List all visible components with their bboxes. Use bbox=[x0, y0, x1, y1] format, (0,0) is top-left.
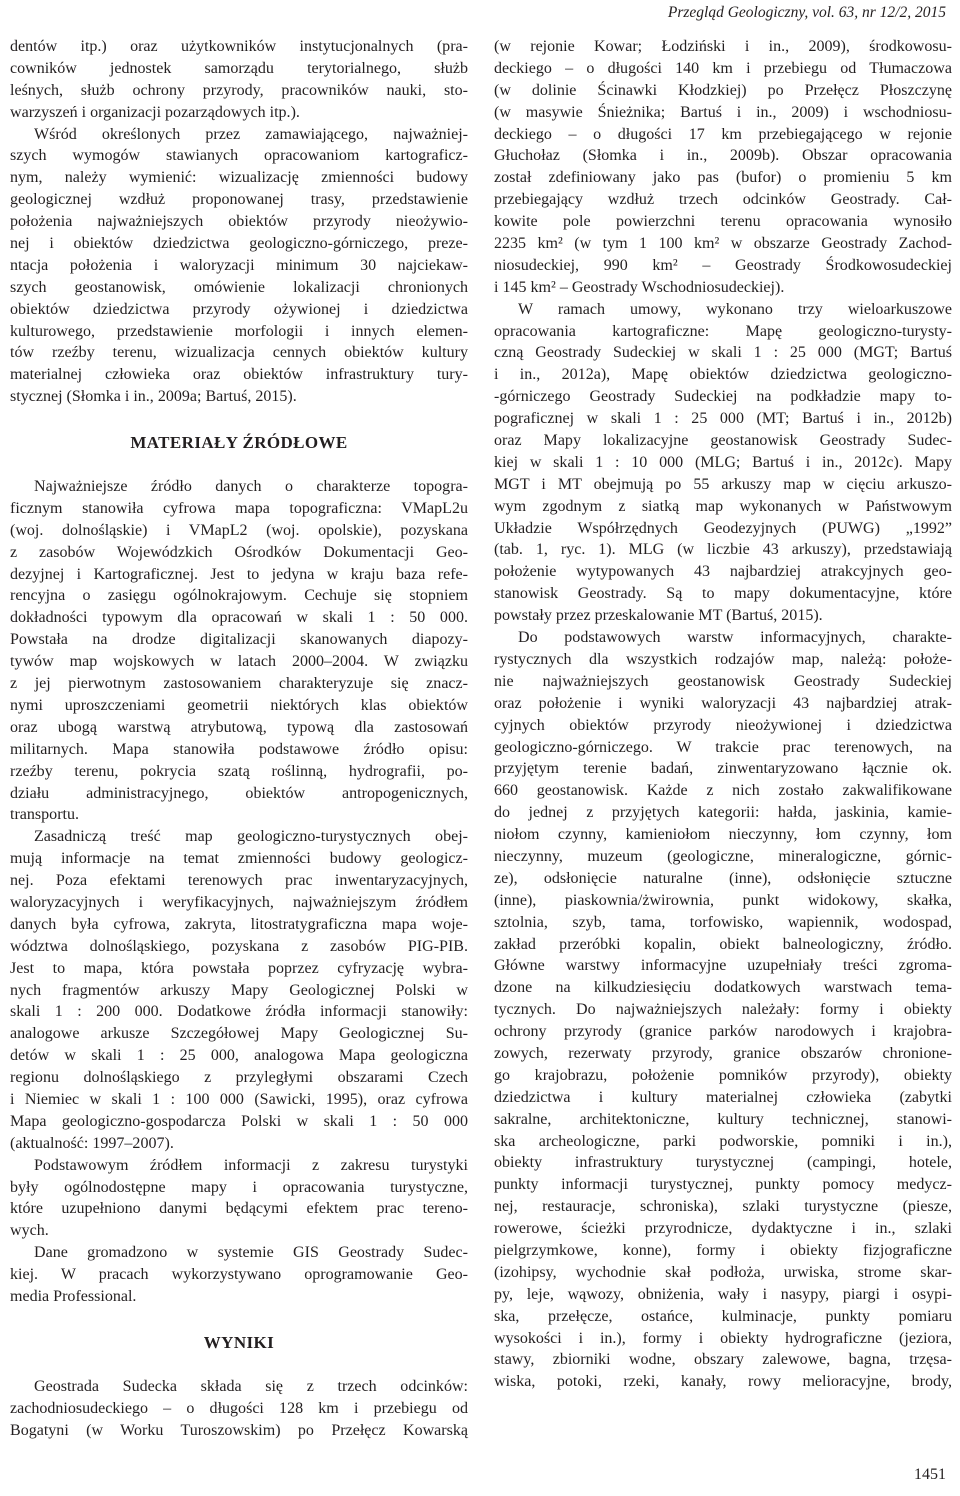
text-line: położenia najważniejszych obiektów przyrody nieożywio- bbox=[10, 213, 468, 231]
journal-header: Przegląd Geologiczny, vol. 63, nr 12/2, 2015 bbox=[667, 4, 946, 21]
text-line: wództwa dolnośląskiego, pozyskana z zasobów PIG-PIB. bbox=[10, 937, 468, 955]
text-line: nej. Poza efektami terenowych prac inwentaryzacyjnych, bbox=[10, 872, 468, 890]
text-line: mują informacje na temat zmienności budowy geologicz- bbox=[10, 850, 468, 868]
text-line: z zasobów Wojewódzkich Ośrodków Dokumentacji Geo- bbox=[10, 543, 468, 561]
text-line: kowite pole powierzchni terenu opracowania wynosiło bbox=[494, 213, 952, 231]
text-line: media Professional. bbox=[10, 1287, 137, 1305]
text-line: ficznym stanowiła cyfrowa mapa topograficzna: VMapL2u bbox=[10, 499, 468, 517]
text-line: (w rejonie Kowar; Łodziński i in., 2009), środkowosu- bbox=[494, 38, 952, 55]
text-line: (inne), piaskownia/żwirownia, punkt widokowy, skałka, bbox=[494, 891, 952, 909]
text-line: rencyjna o zasięgu ogólnokrajowym. Cechuje się stopniem bbox=[10, 587, 468, 605]
text-line: W ramach umowy, wykonano trzy wieloarkuszowe bbox=[518, 300, 952, 318]
text-line: rystycznych dla wszystkich rodzajów map, należą: położe- bbox=[494, 650, 952, 668]
text-line: danych była cyfrowa, zakryta, litostratygraficzna mapa woje- bbox=[10, 915, 468, 933]
text-line: szych geostanowisk, omówienie lokalizacji chronionych bbox=[10, 278, 468, 296]
text-line: wiska, potoki, rzeki, kanały, rowy melioracyjne, brody, bbox=[494, 1373, 952, 1391]
text-line: wych. bbox=[10, 1222, 49, 1240]
text-line: Do podstawowych warstw informacyjnych, charakte- bbox=[518, 629, 952, 647]
text-line: nym, należy wymienić: wizualizację zmienności budowy bbox=[10, 169, 468, 187]
section-gap bbox=[10, 1354, 468, 1376]
text-line: sztolnia, szyb, tama, torfowisko, wapiennik, wodospad, bbox=[494, 913, 952, 931]
text-line: 2235 km² (w tym 1 100 km² w obszarze Geostrady Zachod- bbox=[494, 235, 952, 253]
text-line: działu administracyjnego, obiektów antropogenicznych, bbox=[10, 784, 468, 802]
text-line: cowników jednostek samorządu terytorialnego, służb bbox=[10, 59, 468, 77]
page-number: 1451 bbox=[914, 1466, 946, 1483]
text-line: warzyszeń i organizacji pozarządowych itp.). bbox=[10, 103, 300, 121]
text-line: dokładności typowym dla opracowań w skali 1 : 50 000. bbox=[10, 609, 468, 627]
text-line: zowych, rezerwaty przyrody, granice obszarów chronione- bbox=[494, 1044, 952, 1062]
section-gap bbox=[10, 1308, 468, 1332]
text-line: zachodniosudeckiego – o długości 128 km i przebiegu od bbox=[10, 1399, 468, 1417]
text-line: (w dolinie Ścinawki Kłodzkiej) po Przełęcz Płoszczynę bbox=[494, 81, 952, 99]
text-line: pielgrzymkowe, konne), formy i obiekty fizjograficzne bbox=[494, 1241, 952, 1259]
text-line: Najważniejsze źródło danych o charakterze topogra- bbox=[34, 478, 468, 496]
text-line: stycznej (Słomka i in., 2009a; Bartuś, 2015). bbox=[10, 388, 297, 406]
text-line: położenie wytypowanych 43 najbardziej atrakcyjnych geo- bbox=[494, 563, 952, 581]
section-heading: MATERIAŁY ŹRÓDŁOWE bbox=[130, 433, 348, 453]
text-line: opracowania kartograficzne: Mapę geologiczno-turysty- bbox=[494, 322, 952, 340]
text-line: Dane gromadzono w systemie GIS Geostrady Sudec- bbox=[34, 1244, 468, 1262]
text-line: nieczynny, muzeum (geologiczne, mineralogiczne, górnic- bbox=[494, 847, 952, 865]
text-line: niołom czynny, kamieniołom nieczynny, łom czynny, łom bbox=[494, 826, 952, 844]
text-line: ska archeologiczne, parki podworskie, pomniki i in.), bbox=[494, 1132, 952, 1150]
text-line: Jest to mapa, która powstała poprzez cyfryzację wybra- bbox=[10, 959, 468, 977]
text-line: transportu. bbox=[10, 806, 80, 824]
left-column bbox=[10, 36, 468, 1441]
text-line: Powstała na drodze digitalizacji skanowanych diapozy- bbox=[10, 631, 468, 649]
text-line: powstały przez przeskalowanie MT (Bartuś, 2015). bbox=[494, 607, 823, 625]
text-line: geologiczno-górniczego. W trakcie prac terenowych, na bbox=[494, 738, 952, 756]
text-line: obiekty infrastruktury turystycznej (campingi, hotele, bbox=[494, 1154, 952, 1172]
text-line: dentów itp.) oraz użytkowników instytucjonalnych (pra- bbox=[10, 38, 468, 55]
text-line: oraz położenie i wyniki waloryzacji 43 najbardziej atrak- bbox=[494, 694, 952, 712]
text-line: dziedzictwa i kultury materialnej człowieka (zabytki bbox=[494, 1088, 952, 1106]
text-line: dzone na kilkudziesięciu dodatkowych warstwach tema- bbox=[494, 979, 952, 997]
text-line: z jej pierwotnym zastosowaniem charakteryzuje się znacz- bbox=[10, 675, 468, 693]
text-line: cyjnych obiektów przyrody nieożywionej i dziedzictwa bbox=[494, 716, 952, 734]
text-line: ochrony przyrody (granice parków narodowych i krajobra- bbox=[494, 1023, 952, 1041]
text-line: nymi uproszczeniami geometrii niektórych klas obiektów bbox=[10, 696, 468, 714]
text-line: leśnych, służb ochrony przyrody, pracowników nauki, sto- bbox=[10, 81, 468, 99]
text-line: tycznych. Do najważniejszych należały: formy i obiekty bbox=[494, 1001, 952, 1019]
text-line: waloryzacyjnych i weryfikacyjnych, najważniejszym źródłem bbox=[10, 893, 468, 911]
text-line: (tab. 1, ryc. 1). MLG (w liczbie 43 arkuszy), przedstawiają bbox=[494, 541, 952, 559]
text-line: -górniczego Geostrady Sudeckiej na podkładzie mapy to- bbox=[494, 388, 952, 406]
text-line: przebiegający wzdłuż trzech odcinków Geostrady. Cał- bbox=[494, 191, 952, 209]
text-line: go krajobrazu, położenie pomników przyrody), obiekty bbox=[494, 1066, 952, 1084]
text-line: i in., 2012a), Mapę obiektów dziedzictwa geologiczno- bbox=[494, 366, 952, 384]
text-line: Wśród określonych przez zamawiającego, najważniej- bbox=[34, 125, 468, 143]
text-line: stanowisk Geostrady. Są to mapy dokumentacyjne, które bbox=[494, 585, 952, 603]
text-line: przyjętym terenie badań, zinwentaryzowano łącznie ok. bbox=[494, 760, 952, 778]
text-line: materialnej człowieka oraz obiektów infrastruktury tury- bbox=[10, 366, 468, 384]
text-line: ska, przełęcze, ostańce, kulminacje, punkty pomiaru bbox=[494, 1307, 952, 1325]
section-heading: WYNIKI bbox=[203, 1332, 275, 1352]
text-line: (w masywie Śnieżnika; Bartuś i in., 2009) i wschodniosu- bbox=[494, 103, 952, 121]
text-line: Mapa geologiczno-gospodarcza Polski w skali 1 : 50 000 bbox=[10, 1112, 468, 1130]
text-line: tów rzeźby terenu, wizualizacja cennych obiektów kultury bbox=[10, 344, 468, 362]
text-line: szych wymogów stawianych opracowaniom kartograficz- bbox=[10, 147, 468, 165]
text-line: skali 1 : 200 000. Dodatkowe źródła informacji stanowiły: bbox=[10, 1003, 468, 1021]
text-line: (woj. dolnośląskie) i VMapL2 (woj. opolskie), pozyskana bbox=[10, 521, 468, 539]
section-gap bbox=[10, 454, 468, 476]
text-line: czną Geostrady Sudeckiej w skali 1 : 25 000 (MGT; Bartuś bbox=[494, 344, 952, 362]
text-line: Głuchołaz (Słomka i in., 2009b). Obszar opracowania bbox=[494, 147, 952, 165]
text-line: wym zgodnym z siatką map wykonanych w Państwowym bbox=[494, 497, 952, 515]
text-line: zakład przeróbki kopalin, obiekt balneologiczny, źródło. bbox=[494, 935, 952, 953]
text-line: które uzupełniono danymi będącymi efektem prac tereno- bbox=[10, 1200, 468, 1218]
text-line: analogowe arkusze Szczegółowej Mapy Geologicznej Su- bbox=[10, 1025, 468, 1043]
text-line: py, leje, wąwozy, obniżenia, wały i nasypy, piargi i osypi- bbox=[494, 1285, 952, 1303]
text-line: niosudeckiej, 990 km² – Geostrady Środkowosudeckiej bbox=[494, 256, 952, 274]
text-line: Geostrada Sudecka składa się z trzech odcinków: bbox=[34, 1377, 468, 1395]
text-line: oraz Mapy lokalizacyjne geostanowisk Geostrady Sudec- bbox=[494, 432, 952, 450]
text-line: do jednej z przyjętych kategorii: hałda, jaskinia, kamie- bbox=[494, 804, 952, 822]
text-line: Bogatyni (w Worku Turoszowskim) po Przełęcz Kowarską bbox=[10, 1421, 468, 1439]
text-line: deckiego – o długości 140 km i przebiegu od Tłumaczowa bbox=[494, 59, 952, 77]
text-line: deckiego – o długości 17 km przebiegającego w rejonie bbox=[494, 125, 952, 143]
text-line: były ogólnodostępne mapy i opracowania turystyczne, bbox=[10, 1178, 468, 1196]
text-line: obiektów dziedzictwa przyrody ożywionej i dziedzictwa bbox=[10, 300, 468, 318]
text-line: oraz ubogą warstwą atrybutową, typową dla zastosowań bbox=[10, 718, 468, 736]
text-line: nych fragmentów arkuszy Mapy Geologicznej Polski w bbox=[10, 981, 468, 999]
text-line: stawy, zbiorniki wodne, obszary zalewowe, bagna, trzęsa- bbox=[494, 1351, 952, 1369]
text-line: dezyjnej i Kartograficznej. Jest to jedyna w kraju baza refe- bbox=[10, 565, 468, 583]
text-line: geologicznej wzdłuż proponowanej trasy, przedstawienie bbox=[10, 191, 468, 209]
text-line: kulturowego, przedstawienie morfologii i innych elemen- bbox=[10, 322, 468, 340]
text-line: tywów map wojskowych w latach 2000–2004. W związku bbox=[10, 653, 468, 671]
text-line: detów w skali 1 : 25 000, analogowa Mapa geologiczna bbox=[10, 1047, 468, 1065]
text-line: punkty informacji turystycznej, punkty pomocy medycz- bbox=[494, 1176, 952, 1194]
text-line: ze), odsłonięcie naturalne (inne), odsłonięcie sztuczne bbox=[494, 869, 952, 887]
text-line: (izohipsy, wychodnie skał podłoża, urwiska, strome skar- bbox=[494, 1263, 952, 1281]
text-line: kiej. W pracach wykorzystywano oprogramowanie Geo- bbox=[10, 1266, 468, 1284]
right-column bbox=[494, 36, 952, 1393]
text-line: regionu dolnośląskiego z przyległymi obszarami Czech bbox=[10, 1069, 468, 1087]
text-line: i Niemiec w skali 1 : 100 000 (Sawicki, 1995), oraz cyfrowa bbox=[10, 1090, 468, 1108]
text-line: został zdefiniowany jako pas (bufor) o promieniu 5 km bbox=[494, 169, 952, 187]
text-line: rowerowe, ścieżki przyrodnicze, dydaktyczne i in., szlaki bbox=[494, 1220, 952, 1238]
text-line: nej, restauracje, schroniska), szlaki turystyczne (piesze, bbox=[494, 1198, 952, 1216]
text-line: ntacja położenia i waloryzacji minimum 30 najciekaw- bbox=[10, 256, 468, 274]
text-line: i 145 km² – Geostrady Wschodniosudeckiej). bbox=[494, 278, 785, 296]
text-line: rzeźby terenu, pokrycia szatą roślinną, hydrografii, po- bbox=[10, 762, 468, 780]
text-line: Podstawowym źródłem informacji z zakresu turystyki bbox=[34, 1156, 468, 1174]
text-line: Układzie Współrzędnych Geodezyjnych (PUWG) „1992” bbox=[494, 519, 952, 537]
text-line: kiej w skali 1 : 10 000 (MLG; Bartuś i in., 2012c). Mapy bbox=[494, 453, 952, 471]
text-line: nej i obiektów dziedzictwa geologiczno-górniczego, preze- bbox=[10, 235, 468, 253]
text-line: pograficznej w skali 1 : 25 000 (MT; Bartuś i in., 2012b) bbox=[494, 410, 952, 428]
text-line: Główne warstwy informacyjne uzupełniały treści zgroma- bbox=[494, 957, 952, 975]
text-line: militarnych. Mapa stanowiła podstawowe źródło opisu: bbox=[10, 740, 468, 758]
text-line: wysokości i in.), formy i obiekty hydrograficzne (jeziora, bbox=[494, 1329, 952, 1347]
text-line: MGT i MT obejmują po 55 arkuszy map w cięciu arkuszo- bbox=[494, 475, 952, 493]
text-line: nie najważniejszych geostanowisk Geostrady Sudeckiej bbox=[494, 672, 952, 690]
section-gap bbox=[10, 408, 468, 432]
text-line: Zasadniczą treść map geologiczno-turystycznych obej- bbox=[34, 828, 468, 846]
text-line: 660 geostanowisk. Każde z nich zostało zakwalifikowane bbox=[494, 782, 952, 800]
text-line: (aktualność: 1997–2007). bbox=[10, 1134, 174, 1152]
text-line: sakralne, architektoniczne, kultury technicznej, stanowi- bbox=[494, 1110, 952, 1128]
